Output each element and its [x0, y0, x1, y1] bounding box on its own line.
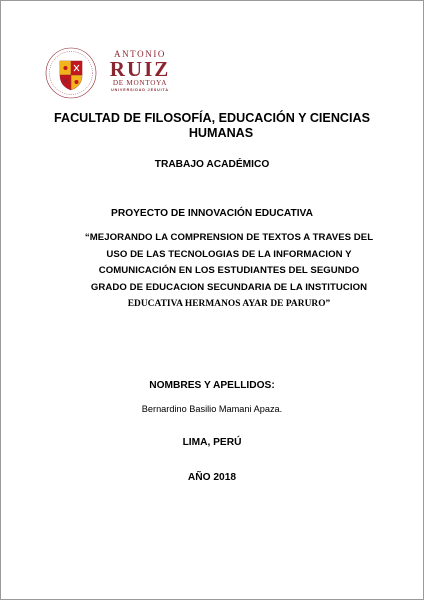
logo-sub-line: DE MONTOYA	[112, 79, 168, 87]
year: AÑO 2018	[187, 472, 237, 483]
city: LIMA, PERÚ	[182, 437, 242, 448]
title-line: COMUNICACIÓN EN LOS ESTUDIANTES DEL SEGUNDO	[98, 265, 360, 276]
project-title	[79, 230, 379, 313]
university-logo	[45, 45, 175, 101]
university-shield-icon	[45, 45, 97, 101]
project-label: PROYECTO DE INNOVACIÓN EDUCATIVA	[111, 208, 313, 219]
logo-tagline: UNIVERSIDAD JESUITA	[111, 88, 169, 92]
faculty-line-2: HUMANAS	[188, 126, 254, 140]
faculty-name	[1, 111, 423, 141]
title-line: “MEJORANDO LA COMPRENSION DE TEXTOS A TRAVES DEL	[84, 232, 374, 243]
title-line: USO DE LAS TECNOLOGIAS DE LA INFORMACION Y	[106, 248, 352, 260]
faculty-line-1: FACULTAD DE FILOSOFÍA, EDUCACIÓN Y CIENCIAS	[53, 111, 371, 125]
title-line: GRADO DE EDUCACION SECUNDARIA DE LA INSTITUCION	[90, 281, 368, 293]
work-type: TRABAJO ACADÉMICO	[154, 159, 270, 170]
logo-top-line: ANTONIO	[113, 49, 167, 59]
title-line: EDUCATIVA HERMANOS AYAR DE PARURO”	[127, 299, 331, 309]
names-label: NOMBRES Y APELLIDOS:	[149, 380, 275, 391]
logo-main-text: RUIZ	[109, 57, 171, 81]
author-name: Bernardino Basilio Mamani Apaza.	[141, 404, 283, 414]
university-name	[100, 49, 180, 93]
